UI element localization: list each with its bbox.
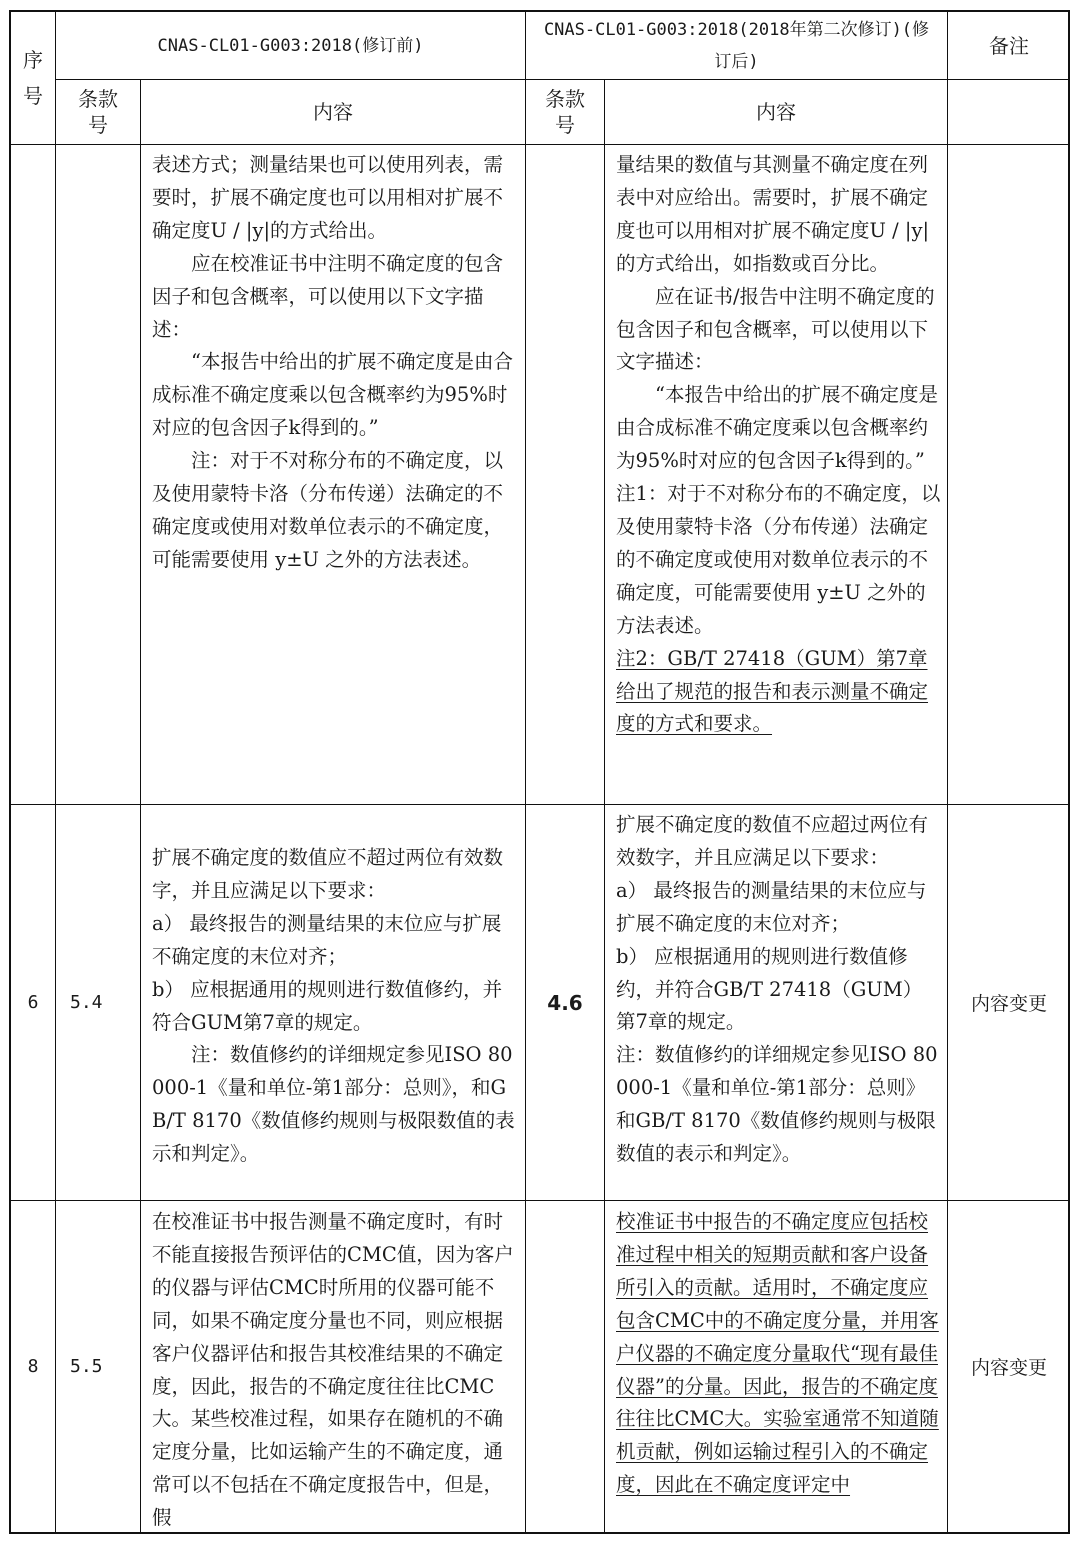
header-old-clause-no: 条款号 (78, 87, 118, 137)
row1-new-content (605, 149, 947, 804)
paragraph: 注：数值修约的详细规定参见ISO 80000-1《量和单位-第1部分：总则》，和GB/T 8170《数值修约规则与极限数值的表示和判定》。 (152, 1043, 515, 1166)
revision-comparison-table (9, 10, 1070, 1534)
paragraph: a） 最终报告的测量结果的末位应与扩展不确定度的末位对齐； (152, 911, 502, 968)
paragraph: 应在证书/报告中注明不确定度的包含因子和包含概率，可以使用以下文字描述： (616, 284, 935, 374)
row3-seq: 8 (27, 1356, 39, 1377)
paragraph: b） 应根据通用的规则进行数值修约，并符合GUM第7章的规定。 (152, 977, 503, 1034)
header-old-content: 内容 (313, 100, 353, 124)
grid-line (11, 144, 1070, 145)
paragraph (152, 248, 519, 347)
paragraph: 量结果的数值与其测量不确定度在列表中对应给出。需要时，扩展不确定度也可以用相对扩展不确定度U / |y|的方式给出，如指数或百分比。 (616, 153, 930, 275)
row2-new-content (605, 809, 947, 1200)
header-new-content: 内容 (756, 100, 796, 124)
header-new-clause-no: 条款号 (545, 87, 585, 137)
row3-new-content (605, 1206, 947, 1532)
grid-line (11, 1200, 1070, 1201)
grid-line (525, 12, 526, 1532)
header-new-version: CNAS-CL01-G003:2018(2018年第二次修订)(修订后) (543, 19, 930, 72)
paragraph: 注1：对于不对称分布的不确定度，以及使用蒙特卡洛（分布传递）法确定的不确定度或使用对数单位表示的不确定度，可能需要使用 y±U 之外的方法表述。 (616, 482, 941, 637)
header-remark: 备注 (989, 33, 1029, 58)
row3-old-clause: 5.5 (70, 1356, 103, 1377)
row2-old-content (141, 842, 525, 1200)
added-note-paragraph: 注2：GB/T 27418（GUM）第7章给出了规范的报告和表示测量不确定度的方式和要求。 (616, 646, 929, 736)
paragraph: 校准证书中报告的不确定度应包括校准过程中相关的短期贡献和客户设备所引入的贡献。适用时，不确定度应包含CMC中的不确定度分量，并用客户仪器的不确定度分量取代“现有最佳仪器”的分量。因此，报告的不确定度往往比CMC大。实验室通常不知道随机贡献，例如运输过程引入的不确定度，因此在不确定度评定中 (616, 1210, 939, 1497)
row2-new-clause: 4.6 (547, 990, 583, 1015)
paragraph-text: 应在校准证书中注明不确定度的包含因子和包含概率，可以使用以下文字描述： (152, 251, 504, 341)
paragraph: 表述方式；测量结果也可以使用列表，需要时，扩展不确定度也可以用相对扩展不确定度U / |y|的方式给出。 (152, 153, 504, 242)
header-seq: 序号 (23, 48, 43, 108)
paragraph: 扩展不确定度的数值不应超过两位有效数字，并且应满足以下要求： (616, 813, 929, 869)
row3-old-content (141, 1206, 525, 1532)
paragraph: 注：对于不对称分布的不确定度，以及使用蒙特卡洛（分布传递）法确定的不确定度或使用对数单位表示的不确定度，可能需要使用 y±U 之外的方法表述。 (152, 449, 504, 571)
paragraph: “本报告中给出的扩展不确定度是由合成标准不确定度乘以包含概率约为95%时对应的包含因子k得到的。” (616, 383, 938, 473)
paragraph: a） 最终报告的测量结果的末位应与扩展不确定度的末位对齐； (616, 878, 927, 935)
header-old-version: CNAS-CL01-G003:2018(修订前) (157, 35, 424, 56)
row2-old-clause: 5.4 (70, 992, 103, 1013)
paragraph: 注：数值修约的详细规定参见ISO 80000-1《量和单位-第1部分：总则》和GB/T 8170《数值修约规则与极限数值的表示和判定》。 (616, 1043, 938, 1166)
row2-seq: 6 (27, 992, 39, 1013)
paragraph: 在校准证书中报告测量不确定度时，有时不能直接报告预评估的CMC值，因为客户的仪器与评估CMC时所用的仪器可能不同，如果不确定度分量也不同，则应根据客户仪器评估和报告其校准结果的不确定度，因此，报告的不确定度往往比CMC大。某些校准过程，如果存在随机的不确定度分量，比如运输产生的不确定度，通常可以不包括在不确定度报告中，但是，假 (152, 1210, 514, 1530)
paragraph: b） 应根据通用的规则进行数值修约，并符合GB/T 27418（GUM）第7章的规定。 (616, 944, 923, 1034)
paragraph: “本报告中给出的扩展不确定度是由合成标准不确定度乘以包含概率约为95%时对应的包含因子k得到的。” (152, 350, 513, 440)
paragraph: 扩展不确定度的数值应不超过两位有效数字，并且应满足以下要求： (152, 846, 504, 902)
row3-remark: 内容变更 (970, 1357, 1047, 1379)
row1-old-content (141, 149, 525, 804)
row2-remark: 内容变更 (970, 993, 1047, 1015)
